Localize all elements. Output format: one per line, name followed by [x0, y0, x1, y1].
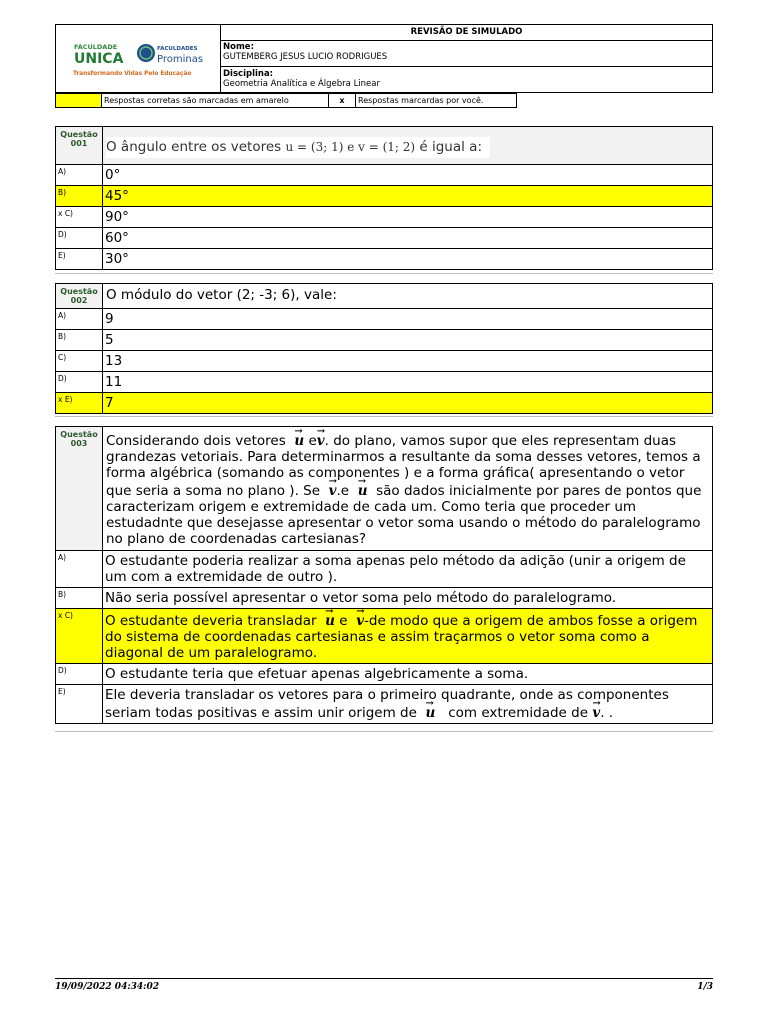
option-text: 45°	[105, 188, 129, 204]
page-footer	[55, 978, 713, 992]
option-e[interactable]	[56, 685, 712, 723]
question-number	[56, 127, 103, 164]
legend-mark: x	[328, 93, 356, 108]
question-text	[103, 127, 712, 164]
option-a[interactable]	[56, 551, 712, 588]
option-text-part: de modo que a origem de ambos fosse a origem do sistema de coordenadas cartesianas e assim traçarmos o vetor soma como a diagonal de um paralelogramo.	[105, 613, 698, 661]
question-text-part: e	[340, 483, 350, 499]
option-letter: D)	[56, 228, 103, 248]
option-text: O estudante teria que efetuar apenas algebricamente a soma.	[105, 666, 529, 682]
option-letter: E)	[56, 249, 103, 269]
option-text: Ele deveria transladar os vetores para o primeiro quadrante, onde as componentes seriam todas positivas e assim unir origem de → u com extremidade de → v. .	[103, 685, 712, 723]
separator	[55, 731, 713, 732]
institution-logo	[56, 25, 221, 92]
page-number: 1/3	[697, 982, 713, 992]
option-c[interactable]	[56, 207, 712, 228]
option-a[interactable]	[56, 309, 712, 330]
legend-correct-swatch	[55, 93, 102, 108]
option-text: 30°	[105, 251, 129, 267]
vector-v: → v	[356, 611, 364, 629]
option-text: 9	[105, 311, 114, 327]
logo-graphic	[56, 25, 220, 92]
option-letter: B)	[56, 588, 103, 608]
question-text-part: são dados inicialmente por pares de pontos que caracterizam origem e extremidade de cada um. Como teria que proceder um estudadnte que desejasse apresentar o vetor soma usando o método do paralelogramo no plano de coordenadas cartesianas?	[106, 483, 702, 547]
question-text-a: O ângulo entre os vetores	[106, 139, 286, 155]
legend-correct-text: Respostas corretas são marcadas em amarelo	[101, 93, 329, 108]
option-letter: x C)	[56, 609, 103, 663]
logo2-top-text: FACULDADES	[157, 46, 198, 52]
option-e[interactable]	[56, 393, 712, 413]
vector-v: → v	[317, 431, 325, 449]
question-text-part: e	[308, 433, 317, 449]
option-text: 5	[105, 332, 114, 348]
vector-u: → u	[426, 703, 436, 721]
question-text-b: é igual a:	[415, 139, 482, 155]
discipline-row	[221, 67, 712, 92]
question-number-value: 003	[70, 439, 88, 448]
question-label: Questão	[60, 130, 98, 139]
option-c[interactable]	[56, 351, 712, 372]
header-box	[55, 24, 713, 93]
option-text: O estudante deveria transladar → u e → v-de modo que a origem de ambos fosse a origem do sistema de coordenadas cartesianas e assim traçarmos o vetor soma como a diagonal de um paralelogramo.	[103, 609, 712, 663]
option-letter: A)	[56, 165, 103, 185]
option-letter: x C)	[56, 207, 103, 227]
print-datetime: 19/09/2022 04:34:02	[55, 982, 160, 992]
logo-tagline-text: Transformando Vidas Pelo Educação	[73, 71, 192, 77]
discipline-label: Disciplina:	[223, 69, 274, 79]
question-header	[56, 127, 712, 165]
question-001	[55, 126, 713, 270]
question-number	[56, 284, 103, 308]
vector-v: → v	[592, 703, 600, 721]
vector-v: → v	[329, 481, 337, 499]
option-text: 11	[105, 374, 123, 390]
vector-u: → u	[358, 481, 368, 499]
question-text: O módulo do vetor (2; -3; 6), vale:	[103, 284, 712, 308]
legend-yours-text: Respostas marcardas por você.	[355, 93, 517, 108]
option-d[interactable]	[56, 372, 712, 393]
option-b[interactable]	[56, 330, 712, 351]
question-text-part: Considerando dois vetores	[106, 433, 286, 449]
option-text-part: Ele deveria transladar os vetores para o primeiro quadrante, onde as componentes seriam todas positivas e assim unir origem de	[105, 687, 669, 721]
option-text-part: com extremidade de	[448, 705, 589, 721]
option-letter: C)	[56, 351, 103, 371]
question-number-value: 001	[70, 139, 88, 148]
name-label: Nome:	[223, 42, 254, 52]
option-text: O estudante poderia realizar a soma apenas pelo método da adição (unir a origem de um com a extremidade de outro ).	[105, 553, 686, 585]
option-b[interactable]	[56, 588, 712, 609]
option-d[interactable]	[56, 228, 712, 249]
student-name: GUTEMBERG JESUS LUCIO RODRIGUES	[223, 52, 388, 62]
option-letter: A)	[56, 551, 103, 587]
question-002	[55, 283, 713, 414]
option-text: 60°	[105, 230, 129, 246]
vector-u: → u	[325, 611, 335, 629]
question-label: Questão	[60, 287, 98, 296]
option-letter: B)	[56, 186, 103, 206]
question-number	[56, 427, 103, 550]
discipline-name: Geometria Analítica e Álgebra Linear	[223, 79, 380, 89]
option-d[interactable]	[56, 664, 712, 685]
option-letter: D)	[56, 664, 103, 684]
name-row	[221, 41, 712, 67]
option-text-part: O estudante deveria transladar	[105, 613, 317, 629]
option-letter: B)	[56, 330, 103, 350]
question-math: u = (3; 1) e v = (1; 2)	[285, 140, 416, 154]
option-text: 90°	[105, 209, 129, 225]
option-a[interactable]	[56, 165, 712, 186]
option-text: 7	[105, 395, 114, 411]
option-letter: D)	[56, 372, 103, 392]
question-number-value: 002	[70, 296, 88, 305]
option-letter: x E)	[56, 393, 103, 413]
question-header	[56, 284, 712, 309]
option-letter: A)	[56, 309, 103, 329]
question-003	[55, 426, 713, 724]
option-text-part: e	[339, 613, 348, 629]
option-letter: E)	[56, 685, 103, 723]
separator	[55, 416, 713, 417]
option-text-part: .	[608, 705, 614, 721]
question-label: Questão	[60, 430, 98, 439]
separator	[55, 273, 713, 274]
option-text: Não seria possível apresentar o vetor soma pelo método do paralelogramo.	[105, 590, 617, 606]
logo2-name-text: Prominas	[157, 54, 204, 65]
option-e[interactable]	[56, 249, 712, 269]
page-title: REVISÃO DE SIMULADO	[221, 25, 712, 41]
logo-name-text: UNICA	[74, 51, 124, 67]
option-text: 0°	[105, 167, 121, 183]
option-c[interactable]	[56, 609, 712, 664]
option-text: 13	[105, 353, 123, 369]
vector-u: → u	[294, 431, 304, 449]
question-text-part: do plano, vamos supor que eles representam duas grandezas vetoriais. Para determinarmos a resultante da soma desses vetores, temos a forma algébrica (somando as componentes ) e a forma gráfica( apresentando o vetor que seria a soma no plano ). Se	[106, 433, 701, 499]
question-header	[56, 427, 712, 551]
option-b[interactable]	[56, 186, 712, 207]
logo-top-text: FACULDADE	[74, 43, 118, 51]
question-text: Considerando dois vetores → u e→ v. do plano, vamos supor que eles representam duas grandezas vetoriais. Para determinarmos a resultante da soma desses vetores, temos a forma algébrica (somando as componentes ) e a forma gráfica( apresentando o vetor que seria a soma no plano ). Se → v.e → u são dados inicialmente por pares de pontos que caracterizam origem e extremidade de cada um. Como teria que proceder um estudadnte que desejasse apresentar o vetor soma usando o método do paralelogramo no plano de coordenadas cartesianas?	[103, 427, 712, 550]
